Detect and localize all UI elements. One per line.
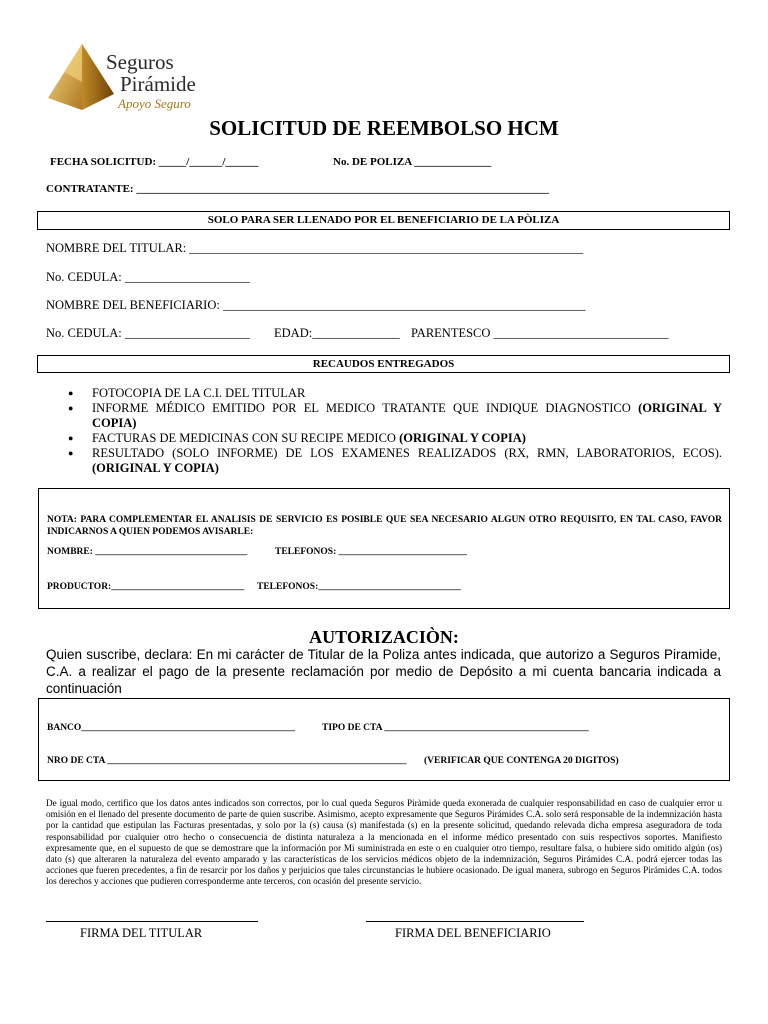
- firma-titular-line[interactable]: [46, 921, 258, 922]
- recaudo-item-text: FOTOCOPIA DE LA C.I. DEL TITULAR: [92, 386, 306, 400]
- recaudo-item-requirement: (ORIGINAL Y COPIA): [399, 431, 526, 445]
- disclaimer-text: De igual modo, certifico que los datos antes indicados son correctos, por lo cual queda Seguros Piràmide queda exonerada de cualquier responsabilidad en caso de cualquier error u omisión en el llenado del presente documento de parte de quien suscribe. Asimismo, acepto expresamente que Seguros Pirámides C.A. solo será responsable de la indemnización hasta por la cantidad que estipulan las Facturas presentadas, y solo por la (s) causa (s) manifestada (s) en la presente solicitud, quedando relevada dicha empresa aseguradora de toda responsabilidad por cualquier otro hecho o consecuencia de distinta naturaleza a la mencionada en el informe médico presentado con suis respectivos soportes. Manifiesto expresamente que, en el supuesto de que se demostrare que la información por Mi suministrada en este o en cualquier otro tiempo, resultare falsa, o hubiere sido omitido algún (os) dato (s) que alteraren la naturaleza del evento amparado y las características de los servicios médicos objeto de la indemnización, Seguros Pirámides C.A. podrá ejercer todas las acciones que fueren precedentes, a fin de resarcir por los daños y perjuicios que tales circunstancias le hubiere ocasionado. De igual manera, subrogo en Seguros Pirámides C.A. todos los derechos y acciones que pudieren corresponderme ante terceros, con ocasión del presente servicio.: [46, 798, 722, 887]
- logo-name-line2: Pirámide: [120, 72, 196, 96]
- recaudos-list: [46, 386, 722, 476]
- nombre-titular-field[interactable]: NOMBRE DEL TITULAR: _______________________________________________________________: [46, 241, 584, 255]
- banco-field[interactable]: BANCO_____________________________________________: [47, 723, 296, 733]
- recaudo-item-text: INFORME MÉDICO EMITIDO POR EL MEDICO TRATANTE QUE INDIQUE DIAGNOSTICO: [92, 401, 639, 415]
- form-title: SOLICITUD DE REEMBOLSO HCM: [209, 116, 559, 140]
- firma-beneficiario-label: FIRMA DEL BENEFICIARIO: [395, 926, 551, 940]
- recaudos-heading: [37, 355, 730, 373]
- nombre-beneficiario-field[interactable]: NOMBRE DEL BENEFICIARIO: __________________________________________________________: [46, 298, 586, 312]
- parentesco-field[interactable]: PARENTESCO ____________________________: [411, 326, 669, 340]
- recaudos-heading-text: RECAUDOS ENTREGADOS: [312, 358, 455, 370]
- contratante-field[interactable]: CONTRATANTE: ___________________________________________________________________________: [46, 183, 549, 195]
- edad-field[interactable]: EDAD:______________: [274, 326, 400, 340]
- beneficiary-section-heading: [37, 211, 730, 230]
- recaudo-item-requirement: (ORIGINAL Y COPIA): [92, 461, 219, 475]
- recaudo-item: [46, 431, 722, 446]
- nota-nombre-field[interactable]: NOMBRE: ________________________________: [47, 547, 248, 557]
- nota-telefonos-field[interactable]: TELEFONOS: ___________________________: [275, 547, 467, 557]
- recaudo-item: [46, 401, 722, 431]
- numero-poliza-field[interactable]: No. DE POLIZA ______________: [333, 156, 492, 168]
- productor-telefonos-field[interactable]: TELEFONOS:______________________________: [257, 582, 461, 592]
- recaudo-item-text: RESULTADO (SOLO INFORME) DE LOS EXAMENES REALIZADOS (RX, RMN, LABORATORIOS, ECOS).: [92, 446, 722, 460]
- firma-titular-label: FIRMA DEL TITULAR: [80, 926, 203, 940]
- recaudo-item: [46, 446, 722, 476]
- verificar-note: (VERIFICAR QUE CONTENGA 20 DIGITOS): [424, 756, 619, 766]
- logo-tagline: Apoyo Seguro: [118, 96, 191, 111]
- tipo-cuenta-field[interactable]: TIPO DE CTA ___________________________________________: [322, 723, 589, 733]
- fecha-solicitud-field[interactable]: FECHA SOLICITUD: _____/______/______: [50, 156, 259, 168]
- productor-field[interactable]: PRODUCTOR:____________________________: [47, 582, 245, 592]
- logo-name-line1: Seguros: [106, 50, 174, 74]
- numero-cuenta-field[interactable]: NRO DE CTA _______________________________________________________________: [47, 756, 407, 766]
- recaudo-item-requirement: (ORIGINAL Y COPIA): [92, 401, 722, 430]
- nota-text: NOTA: PARA COMPLEMENTAR EL ANALISIS DE SERVICIO ES POSIBLE QUE SEA NECESARIO ALGUN OTRO REQUISITO, EN TAL CASO, FAVOR INDICARNOS A QUIEN PODEMOS AVISARLE:: [47, 515, 722, 537]
- cedula-titular-field[interactable]: No. CEDULA: ____________________: [46, 270, 250, 284]
- company-logo: [46, 40, 206, 116]
- bank-box: [38, 698, 730, 781]
- cedula-beneficiario-field[interactable]: No. CEDULA: ____________________: [46, 326, 250, 340]
- nota-box: [38, 488, 730, 609]
- autorizacion-title: AUTORIZACIÒN:: [309, 627, 459, 647]
- recaudo-item: [46, 386, 722, 401]
- recaudo-item-text: FACTURAS DE MEDICINAS CON SU RECIPE MEDICO: [92, 431, 400, 445]
- firma-beneficiario-line[interactable]: [366, 921, 584, 922]
- autorizacion-text: Quien suscribe, declara: En mi carácter de Titular de la Poliza antes indicada, que autorizo a Seguros Piramide, C.A. a realizar el pago de la presente reclamación por medio de Depósito a mi cuenta bancaria indicada a continuación: [46, 647, 721, 696]
- beneficiary-heading-text: SOLO PARA SER LLENADO POR EL BENEFICIARIO DE LA PÒLIZA: [207, 214, 560, 226]
